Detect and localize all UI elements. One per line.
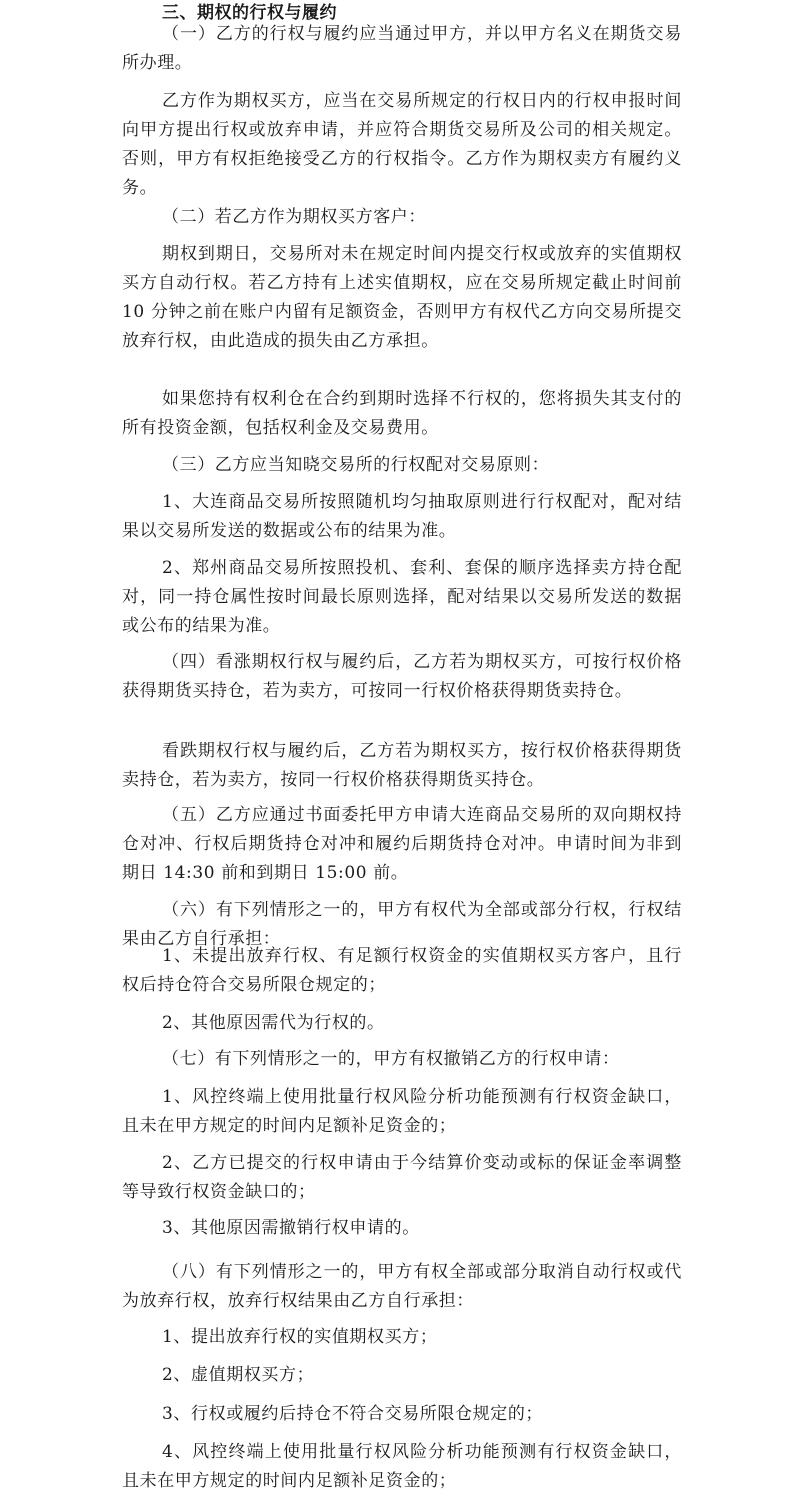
paragraph-21: 2、虚值期权买方；: [162, 1365, 315, 1385]
paragraph-8: 2、郑州商品交易所按照投机、套利、套保的顺序选择卖方持仓配对，同一持仓属性按时间最长原则选择，配对结果以交易所发送的数据或公布的结果为准。: [122, 558, 682, 636]
paragraph-2: 乙方作为期权买方，应当在交易所规定的行权日内的行权申报时间向甲方提出行权或放弃申请，并应符合期货交易所及公司的相关规定。否则，甲方有权拒绝接受乙方的行权指令。乙方作为期权卖方有履约义务。: [122, 91, 682, 198]
paragraph-9: （四）看涨期权行权与履约后，乙方若为期权买方，可按行权价格获得期货买持仓，若为卖方，可按同一行权价格获得期货卖持仓。: [122, 652, 682, 701]
paragraph-23: 4、风控终端上使用批量行权风险分析功能预测有行权资金缺口，且未在甲方规定的时间内足额补足资金的；: [122, 1442, 682, 1491]
paragraph-6: （三）乙方应当知晓交易所的行权配对交易原则：: [162, 455, 550, 475]
paragraph-18: 3、其他原因需撤销行权申请的。: [162, 1218, 420, 1238]
paragraph-1: （一）乙方的行权与履约应当通过甲方，并以甲方名义在期货交易所办理。: [122, 24, 682, 73]
paragraph-7: 1、大连商品交易所按照随机均匀抽取原则进行行权配对，配对结果以交易所发送的数据或公布的结果为准。: [122, 492, 682, 541]
paragraph-11: （五）乙方应通过书面委托甲方申请大连商品交易所的双向期权持仓对冲、行权后期货持仓对冲和履约后期货持仓对冲。申请时间为非到期日 14:30 前和到期日 15:00 前。: [122, 805, 682, 883]
paragraph-20: 1、提出放弃行权的实值期权买方；: [162, 1327, 438, 1347]
paragraph-19: （八）有下列情形之一的，甲方有权全部或部分取消自动行权或代为放弃行权，放弃行权结果由乙方自行承担：: [122, 1262, 682, 1311]
paragraph-10: 看跌期权行权与履约后，乙方若为期权买方，按行权价格获得期货卖持仓，若为卖方，按同一行权价格获得期货买持仓。: [122, 741, 682, 790]
paragraph-3: （二）若乙方作为期权买方客户：: [162, 207, 426, 227]
paragraph-22: 3、行权或履约后持仓不符合交易所限仓规定的；: [162, 1404, 544, 1424]
paragraph-12: （六）有下列情形之一的，甲方有权代为全部或部分行权，行权结果由乙方自行承担：: [122, 900, 682, 949]
paragraph-14: 2、其他原因需代为行权的。: [162, 1013, 385, 1033]
paragraph-13: 1、未提出放弃行权、有足额行权资金的实值期权买方客户，且行权后持仓符合交易所限仓规定的；: [122, 946, 682, 995]
paragraph-5: 如果您持有权利仓在合约到期时选择不行权的，您将损失其支付的所有投资金额，包括权利金及交易费用。: [122, 389, 682, 438]
paragraph-4: 期权到期日，交易所对未在规定时间内提交行权或放弃的实值期权买方自动行权。若乙方持有上述实值期权，应在交易所规定截止时间前 10 分钟之前在账户内留有足额资金，否则甲方有权代乙方向交易所提交放弃行权，由此造成的损失由乙方承担。: [122, 244, 682, 351]
paragraph-16: 1、风控终端上使用批量行权风险分析功能预测有行权资金缺口，且未在甲方规定的时间内足额补足资金的；: [122, 1087, 682, 1136]
paragraph-15: （七）有下列情形之一的，甲方有权撤销乙方的行权申请：: [162, 1049, 620, 1069]
section-title: 三、期权的行权与履约: [162, 3, 337, 23]
paragraph-17: 2、乙方已提交的行权申请由于今结算价变动或标的保证金率调整等导致行权资金缺口的；: [122, 1153, 682, 1202]
